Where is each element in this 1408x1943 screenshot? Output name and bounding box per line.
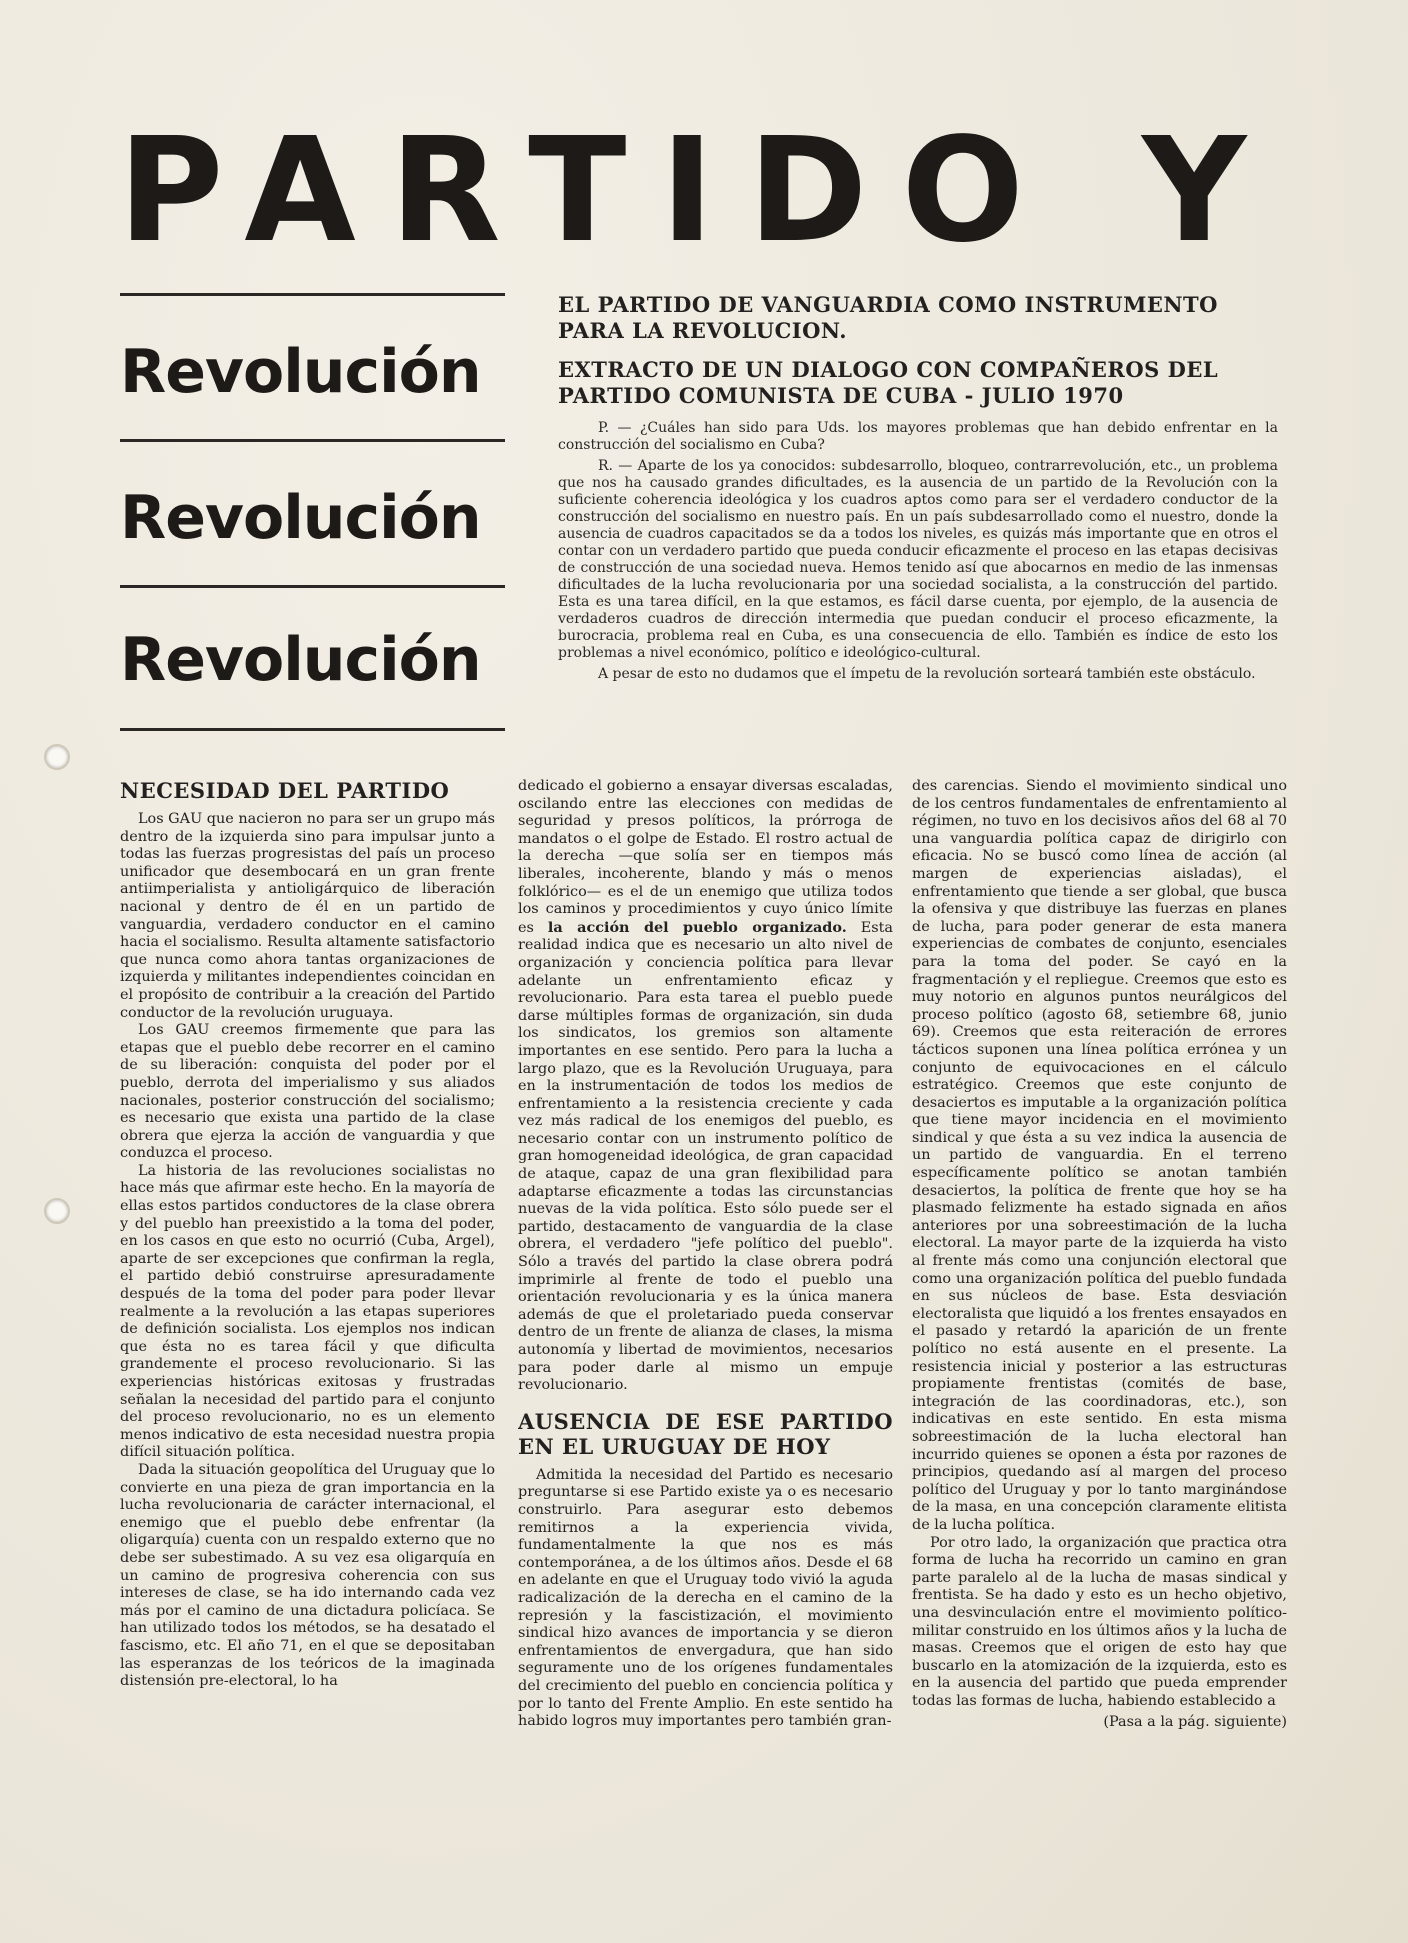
paragraph: Los GAU que nacieron no para ser un grupo más dentro de la izquierda sino para impulsar junto a todas las fuerzas progresistas del país un proceso unificador que desembocará en un gran frente antiimperialista y antioligárquico de liberación nacional y dentro de él en un partido de vanguardia, verdadero conductor en el camino hacia el socialismo. Resulta altamente satisfactorio que nunca como ahora tantas organizaciones de izquierda y militantes independientes coincidan en el propósito de contribuir a la creación del Partido conductor de la revolución uruguaya. xyxy=(120,811,495,1021)
paragraph: Dada la situación geopolítica del Uruguay que lo convierte en una pieza de gran importancia en la lucha revolucionaria de carácter internacional, el enemigo que el pueblo debe enfrentar (la oligarquía) cuenta con un respaldo externo que no debe ser subestimado. A su vez esa oligarquía en un camino de progresiva coherencia con sus intereses de clase, se ha ido internando cada vez más por el camino de una dictadura policíaca. Se han utilizado todos los métodos, se ha desatado el fascismo, etc. El año 71, en el que se depositaban las esperanzas de los teóricos de la imaginada distensión pre-electoral, lo ha xyxy=(120,1461,495,1690)
revolution-word: Revolución xyxy=(120,483,481,553)
bold-text: la acción del pueblo organizado. xyxy=(547,918,847,936)
section-heading: NECESIDAD DEL PARTIDO xyxy=(120,778,450,803)
main-title: PARTIDO Y xyxy=(118,106,1281,274)
paragraph xyxy=(518,778,893,1395)
paragraph: Los GAU creemos firmemente que para las etapas que el pueblo debe recorrer en el camino de su liberación: conquista del poder por el pueblo, derrota del imperialismo y sus aliados nacionales, posterior construcción del socialismo; es necesario que exista una partido de la clase obrera que ejerza la acción de vanguardia y que conduzca el proceso. xyxy=(120,1022,495,1162)
continued-note: (Pasa a la pág. siguiente) xyxy=(1103,1714,1287,1731)
paragraph: Admitida la necesidad del Partido es necesario preguntarse si ese Partido existe ya o es necesario construirlo. Para asegurar esto debemos remitirnos a la experiencia vivida, fundamentalmente la que nos es más contemporánea, a de los últimos años. Desde el 68 en adelante en que el Uruguay todo vivió la aguda radicalización de la derecha en el camino de la represión y la fascistización, el movimiento sindical hizo avances de importancia y se dieron enfrentamientos de envergadura, que han sido seguramente uno de los orígenes fundamentales del crecimiento del pueblo en conciencia política y por lo tanto del Frente Amplio. En este sentido ha habido logros muy importantes pero también gran- xyxy=(518,1466,893,1730)
text-run: dedicado el gobierno a ensayar diversas escaladas, oscilando entre las elecciones con medidas de seguridad y presos políticos, la prórroga de mandatos o el golpe de Estado. El rostro actual de la derecha —que solía ser en tiempos más liberales, incoherente, blando y más o menos folklórico— es el de un enemigo que utiliza todos los caminos y procedimientos y cuyo único límite es xyxy=(518,778,893,936)
divider xyxy=(120,585,505,588)
section-heading: AUSENCIA DE ESE PARTIDO EN EL URUGUAY DE HOY xyxy=(518,1408,893,1459)
subtitle: EL PARTIDO DE VANGUARDIA COMO INSTRUMENTO PARA LA REVOLUCION. xyxy=(558,292,1218,343)
divider xyxy=(120,439,505,442)
revolution-word: Revolución xyxy=(120,337,481,407)
column-1 xyxy=(120,778,495,1818)
interview-answer: R. — Aparte de los ya conocidos: subdesarrollo, bloqueo, contrarrevolución, etc., un problema que nos ha causado grandes dificultades, es la ausencia de un partido de la Revolución con la suficiente coherencia ideológica y los cuadros aptos como para ser el verdadero conductor de la construcción del socialismo en nuestro país. En un país subdesarrollado como el nuestro, donde la ausencia de cuadros capacitados se da a todos los niveles, es quizás más importante que en otros el contar con un verdadero partido que pueda conducir eficazmente el proceso en las etapas decisivas de construcción de una sociedad nueva. Hemos tenido así que abocarnos en medio de las inmensas dificultades de la lucha revolucionaria por una sociedad socialista, a la construcción del partido. Esta es una tarea difícil, en la que estamos, es fácil darse cuenta, por ejemplo, de la ausencia de verdaderos cuadros de dirección intermedia que puedan conducir el proceso eficazmente, la burocracia, problema real en Cuba, es una consecuencia de ello. También es índice de esto los problemas a nivel económico, político e ideológico-cultural. xyxy=(558,458,1278,661)
extract-heading: EXTRACTO DE UN DIALOGO CON COMPAÑEROS DEL PARTIDO COMUNISTA DE CUBA - JULIO 1970 xyxy=(558,357,1219,408)
divider xyxy=(120,728,505,731)
revolution-word: Revolución xyxy=(120,625,481,695)
paragraph: La historia de las revoluciones socialistas no hace más que afirmar este hecho. En la mayoría de ellas estos partidos conductores de la clase obrera y del pueblo han preexistido a la toma del poder, en los casos en que esto no ocurrió (Cuba, Argel), aparte de ser excepciones que confirman la regla, el partido debió construirse apresuradamente después de la toma del poder para poder llevar realmente a la revolución a las etapas superiores de definición socialista. Los ejemplos nos indican que ésta no es tarea fácil y que dificulta grandemente el proceso revolucionario. Si las experiencias históricas exitosas y frustradas señalan la necesidad del partido para el conjunto del proceso revolucionario, no es un elemento menos indicativo de esta necesidad nuestra propia difícil situación política. xyxy=(120,1162,495,1461)
interview-question: P. — ¿Cuáles han sido para Uds. los mayores problemas que han debido enfrentar en la construcción del socialismo en Cuba? xyxy=(558,420,1278,453)
column-3 xyxy=(912,778,1287,1818)
interview-closing: A pesar de esto no dudamos que el ímpetu de la revolución sorteará también este obstáculo. xyxy=(598,666,1256,682)
text-run: Esta realidad indica que es necesario un alto nivel de organización y conciencia política para llevar adelante un enfrentamiento eficaz y revolucionario. Para esta tarea el pueblo puede darse múltiples formas de organización, sin duda los sindicatos, los gremios son altamente importantes en ese sentido. Pero para la lucha a largo plazo, que es la Revolución Uruguaya, para en la instrumentación de todos los medios de enfrentamiento a la resistencia creciente y cada vez más radical de los enemigos del pueblo, es necesario contar con un instrumento político de gran homogeneidad ideológica, de gran capacidad de ataque, capaz de una gran flexibilidad para adaptarse eficazmente a todas las circunstancias nuevas de la vida política. Esto sólo puede ser el partido, destacamento de vanguardia de la clase obrera, el verdadero "jefe político del pueblo". Sólo a través del partido la clase obrera podrá imprimirle al frente de todo el pueblo una orientación revolucionaria y es la única manera además de que el proletariado pueda conservar dentro de un frente de alianza de clases, la misma autonomía y libertad de movimientos, necesarios para poder darle al mismo un empuje revolucionario. xyxy=(518,919,893,1394)
binder-hole xyxy=(44,1198,70,1224)
interview-intro xyxy=(558,420,1278,687)
binder-hole xyxy=(44,744,70,770)
column-2 xyxy=(518,778,893,1818)
paragraph: Por otro lado, la organización que practica otra forma de lucha ha recorrido un camino en gran parte paralelo al de la lucha de masas sindical y frentista. Se ha dado y esto es un hecho objetivo, una desvinculación entre el movimiento político-militar construido en los últimos años y la lucha de masas. Creemos que el origen de esto hay que buscarlo en la atomización de la izquierda, esto es en la ausencia del partido que pueda emprender todas las formas de lucha, habiendo establecido a xyxy=(912,1534,1287,1709)
paragraph: des carencias. Siendo el movimiento sindical uno de los centros fundamentales de enfrentamiento al régimen, no tuvo en los decisivos años del 68 al 70 una vanguardia política capaz de dirigirlo con eficacia. No se buscó como línea de acción (al margen de experiencias aisladas), el enfrentamiento que tiende a ser global, que busca la ofensiva y que distribuye las fuerzas en planes de lucha, para poder generar de esta manera experiencias de combates de conjunto, esenciales para la toma del poder. Se cayó en la fragmentación y el repliegue. Creemos que esto es muy notorio en algunos puntos neurálgicos del proceso político (agosto 68, setiembre 68, junio 69). Creemos que esta reiteración de errores tácticos suponen una línea política errónea y un conjunto de equivocaciones en el cálculo estratégico. Creemos que este conjunto de desaciertos es imputable a la organización política que tiene mayor incidencia en el movimiento sindical y que ésta a su vez indica la ausencia de un partido de vanguardia. En el terreno específicamente político se anotan también desaciertos, la política de frente que hoy se ha plasmado felizmente ha estado signada en años anteriores por una sobreestimación de la lucha electoral. La mayor parte de la izquierda ha visto al frente más como una conjunción electoral que como una organización política del pueblo fundada en sus núcleos de base. Esta desviación electoralista que liquidó a los frentes ensayados en el pasado y retardó la aparición de un frente político no está ausente en el presente. La resistencia inicial y posterior a las estructuras propiamente frentistas (comités de base, integración de las coordinadoras, etc.), son indicativas en este sentido. En esta misma sobreestimación de la lucha electoral han incurrido quienes se oponen a ésta por razones de principios, quedando así al margen del proceso político del Uruguay y por lo tanto marginándose de la masa, en una concepción claramente elitista de la lucha política. xyxy=(912,778,1287,1533)
divider xyxy=(120,293,505,296)
